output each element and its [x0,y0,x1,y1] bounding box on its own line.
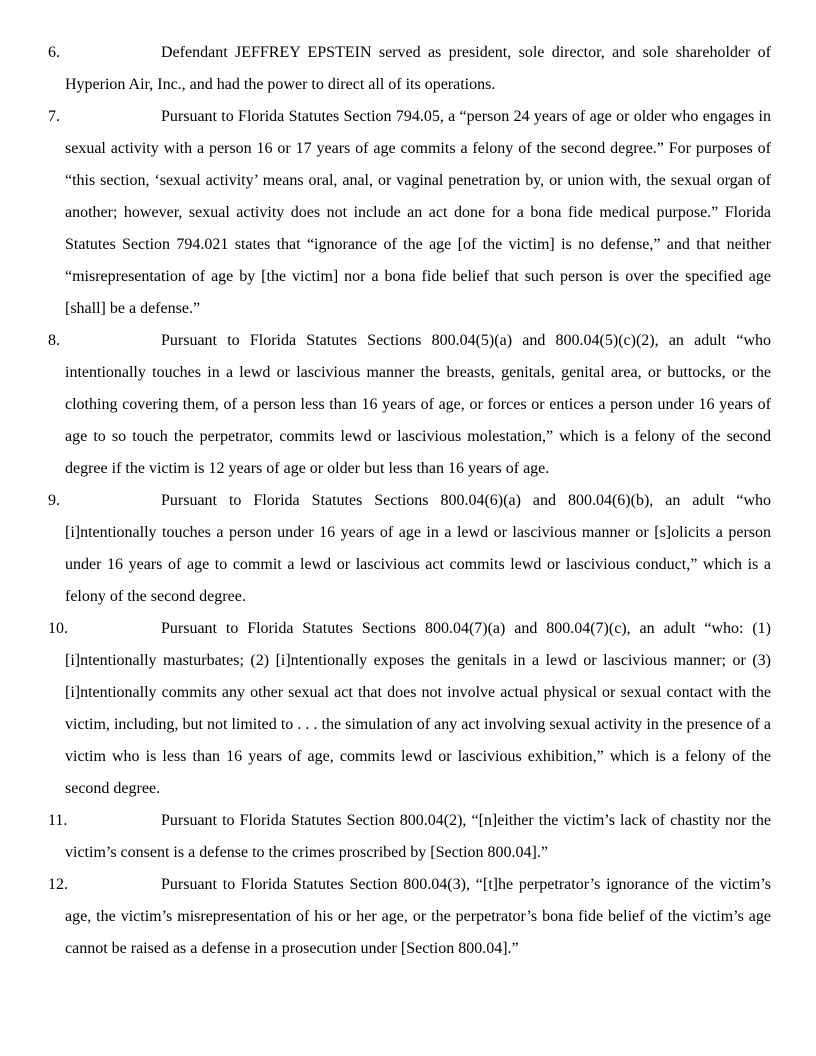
paragraph-number: 9. [48,492,60,509]
paragraph-text: Pursuant to Florida Statutes Section 800.04(2), “[n]either the victim’s lack of chastity nor the victim’s consent is a defense to the crimes proscribed by [Section 800.04].” [65,812,771,861]
paragraph-number: 8. [48,332,60,349]
paragraph-text: Pursuant to Florida Statutes Section 800.04(3), “[t]he perpetrator’s ignorance of the victim’s age, the victim’s misrepresentation of his or her age, or the perpetrator’s bona fide belief of the victim’s age cannot be raised as a defense in a prosecution under [Section 800.04].” [65,876,771,957]
paragraph-text: Pursuant to Florida Statutes Sections 800.04(6)(a) and 800.04(6)(b), an adult “who [i]ntentionally touches a person under 16 years of age in a lewd or lascivious manner or [s]olicits a person under 16 years of age to commit a lewd or lascivious act commits lewd or lascivious conduct,” which is a felony of the second degree. [65,492,771,605]
paragraph-6 [48,37,771,101]
document-body [48,37,771,965]
paragraph-8 [48,325,771,485]
paragraph-text: Pursuant to Florida Statutes Section 794.05, a “person 24 years of age or older who engages in sexual activity with a person 16 or 17 years of age commits a felony of the second degree.” For purposes of “this section, ‘sexual activity’ means oral, anal, or vaginal penetration by, or union with, the sexual organ of another; however, sexual activity does not include an act done for a bona fide medical purpose.” Florida Statutes Section 794.021 states that “ignorance of the age [of the victim] is no defense,” and that neither “misrepresentation of age by [the victim] nor a bona fide belief that such person is over the specified age [shall] be a defense.” [65,108,771,317]
paragraph-9 [48,485,771,613]
paragraph-10 [48,613,771,805]
paragraph-number: 11. [48,812,68,829]
paragraph-11 [48,805,771,869]
paragraph-7 [48,101,771,325]
paragraph-number: 7. [48,108,60,125]
paragraph-number: 6. [48,44,60,61]
paragraph-number: 10. [48,620,68,637]
paragraph-number: 12. [48,876,68,893]
paragraph-text: Defendant JEFFREY EPSTEIN served as president, sole director, and sole shareholder of Hyperion Air, Inc., and had the power to direct all of its operations. [65,44,771,93]
paragraph-text: Pursuant to Florida Statutes Sections 800.04(5)(a) and 800.04(5)(c)(2), an adult “who intentionally touches in a lewd or lascivious manner the breasts, genitals, genital area, or buttocks, or the clothing covering them, of a person less than 16 years of age, or forces or entices a person under 16 years of age to so touch the perpetrator, commits lewd or lascivious molestation,” which is a felony of the second degree if the victim is 12 years of age or older but less than 16 years of age. [65,332,771,477]
paragraph-12 [48,869,771,965]
paragraph-text: Pursuant to Florida Statutes Sections 800.04(7)(a) and 800.04(7)(c), an adult “who: (1) [i]ntentionally masturbates; (2) [i]ntentionally exposes the genitals in a lewd or lascivious manner; or (3) [i]ntentionally commits any other sexual act that does not involve actual physical or sexual contact with the victim, including, but not limited to . . . the simulation of any act involving sexual activity in the presence of a victim who is less than 16 years of age, commits lewd or lascivious exhibition,” which is a felony of the second degree. [65,620,771,797]
